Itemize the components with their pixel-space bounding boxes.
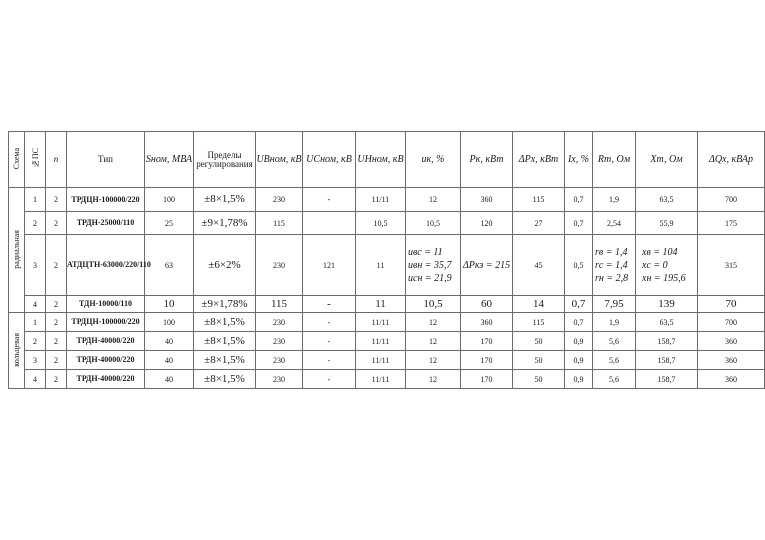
table-row [9,332,765,351]
cell-ix: 0,9 [565,351,593,370]
cell-type: ТРДН-40000/220 [67,370,145,389]
cell-usn: - [303,188,356,212]
cell-rt-auto [593,235,636,296]
cell-n: 2 [46,370,67,389]
x-v: xв = 104 [642,246,678,258]
transformer-table-sheet [8,131,754,389]
cell-num: 4 [25,370,46,389]
cell-usn: - [303,313,356,332]
cell-dqx: 315 [698,235,765,296]
r-s: rс = 1,4 [595,259,628,271]
table-row [9,313,765,332]
r-v: rв = 1,4 [595,246,628,258]
cell-usn [303,212,356,235]
uk-sn: uсн = 21,9 [408,272,452,284]
cell-uvn: 230 [256,188,303,212]
header-xt: Xт, Ом [636,132,698,188]
cell-limits: ±6×2% [194,235,256,296]
cell-xt: 63,5 [636,188,698,212]
cell-xt-auto [636,235,698,296]
header-ix: Iх, % [565,132,593,188]
cell-rt: 2,54 [593,212,636,235]
cell-xt: 158,7 [636,370,698,389]
cell-unn: 11/11 [356,332,406,351]
cell-xt: 63,5 [636,313,698,332]
cell-num: 2 [25,332,46,351]
cell-pk: 120 [461,212,513,235]
cell-pk: 170 [461,370,513,389]
x-n: xн = 195,6 [642,272,686,284]
cell-uk: 12 [406,351,461,370]
cell-n: 2 [46,332,67,351]
cell-snom: 25 [145,212,194,235]
cell-limits: ±8×1,5% [194,351,256,370]
cell-rt: 1,9 [593,188,636,212]
header-usn: UСном, кВ [303,132,356,188]
r-n: rн = 2,8 [595,272,629,284]
cell-dqx: 70 [698,296,765,313]
cell-dqx: 360 [698,332,765,351]
cell-uvn: 115 [256,296,303,313]
group-ring: кольцевая [9,313,25,389]
cell-uvn: 230 [256,235,303,296]
cell-dpx: 45 [513,235,565,296]
cell-pk: 60 [461,296,513,313]
cell-type: ТРДЦН-100000/220 [67,313,145,332]
cell-snom: 63 [145,235,194,296]
cell-n: 2 [46,351,67,370]
cell-unn: 11 [356,296,406,313]
cell-uvn: 230 [256,370,303,389]
header-type: Тип [67,132,145,188]
cell-usn: - [303,296,356,313]
cell-num: 3 [25,351,46,370]
cell-ix: 0,7 [565,212,593,235]
cell-ix: 0,7 [565,296,593,313]
cell-dpx: 115 [513,313,565,332]
cell-ix: 0,9 [565,332,593,351]
cell-num: 1 [25,188,46,212]
cell-rt: 5,6 [593,351,636,370]
table-row [9,188,765,212]
cell-unn: 11 [356,235,406,296]
cell-xt: 139 [636,296,698,313]
header-dqx: ΔQх, кВАр [698,132,765,188]
cell-dpx: 50 [513,351,565,370]
cell-unn: 11/11 [356,188,406,212]
cell-limits: ±8×1,5% [194,332,256,351]
cell-snom: 40 [145,351,194,370]
cell-limits: ±8×1,5% [194,370,256,389]
cell-uvn: 230 [256,313,303,332]
cell-unn: 11/11 [356,370,406,389]
table-row [9,212,765,235]
cell-dpx: 50 [513,332,565,351]
cell-type: АТДЦТН-63000/220/110 [67,235,145,296]
cell-dqx: 360 [698,351,765,370]
header-uk: uк, % [406,132,461,188]
cell-uk-auto [406,235,461,296]
table-row [9,370,765,389]
cell-uvn: 115 [256,212,303,235]
cell-rt: 5,6 [593,332,636,351]
uk-vn: uвн = 35,7 [408,259,452,271]
cell-xt: 158,7 [636,351,698,370]
cell-dpx: 14 [513,296,565,313]
table-row [9,351,765,370]
cell-n: 2 [46,188,67,212]
cell-uvn: 230 [256,351,303,370]
cell-usn: - [303,370,356,389]
cell-ix: 0,5 [565,235,593,296]
cell-unn: 11/11 [356,313,406,332]
cell-pk: 170 [461,332,513,351]
cell-limits: ±8×1,5% [194,313,256,332]
cell-limits: ±9×1,78% [194,212,256,235]
cell-snom: 40 [145,332,194,351]
header-rt: Rт, Ом [593,132,636,188]
cell-uk: 12 [406,332,461,351]
cell-num: 4 [25,296,46,313]
cell-type: ТРДН-40000/220 [67,332,145,351]
header-uvn: UВном, кВ [256,132,303,188]
cell-pk: 360 [461,313,513,332]
cell-usn: - [303,351,356,370]
cell-num: 1 [25,313,46,332]
header-snom: Sном, МВА [145,132,194,188]
cell-xt: 55,9 [636,212,698,235]
x-s: xс = 0 [642,259,668,271]
cell-snom: 40 [145,370,194,389]
header-pk: Pк, кВт [461,132,513,188]
cell-uk: 12 [406,188,461,212]
cell-usn: - [303,332,356,351]
table-row [9,296,765,313]
cell-type: ТДН-10000/110 [67,296,145,313]
cell-xt: 158,7 [636,332,698,351]
header-row [9,132,765,188]
cell-uk: 12 [406,313,461,332]
cell-limits: ±8×1,5% [194,188,256,212]
cell-rt: 1,9 [593,313,636,332]
header-limits: Пределы регулирования [194,132,256,188]
header-unn: UНном, кВ [356,132,406,188]
cell-dqx: 700 [698,313,765,332]
cell-ix: 0,7 [565,313,593,332]
cell-type: ТРДЦН-100000/220 [67,188,145,212]
cell-unn: 11/11 [356,351,406,370]
cell-uk: 10,5 [406,212,461,235]
cell-ix: 0,7 [565,188,593,212]
cell-pk-auto: ΔPкз = 215 [461,235,513,296]
cell-dpx: 27 [513,212,565,235]
cell-ix: 0,9 [565,370,593,389]
cell-rt: 5,6 [593,370,636,389]
cell-type: ТРДН-25000/110 [67,212,145,235]
cell-dqx: 360 [698,370,765,389]
header-n: n [46,132,67,188]
header-dpx: ΔPх, кВт [513,132,565,188]
cell-uvn: 230 [256,332,303,351]
cell-snom: 10 [145,296,194,313]
cell-n: 2 [46,313,67,332]
cell-snom: 100 [145,313,194,332]
cell-dqx: 700 [698,188,765,212]
cell-uk: 12 [406,370,461,389]
cell-n: 2 [46,212,67,235]
cell-num: 3 [25,235,46,296]
cell-pk: 170 [461,351,513,370]
cell-rt: 7,95 [593,296,636,313]
cell-pk: 360 [461,188,513,212]
cell-usn: 121 [303,235,356,296]
cell-limits: ±9×1,78% [194,296,256,313]
transformer-table [8,131,765,389]
uk-vs: uвс = 11 [408,246,443,258]
cell-num: 2 [25,212,46,235]
cell-n: 2 [46,296,67,313]
cell-dpx: 50 [513,370,565,389]
cell-snom: 100 [145,188,194,212]
cell-dpx: 115 [513,188,565,212]
header-scheme: Схема [9,132,25,188]
cell-dqx: 175 [698,212,765,235]
table-row [9,235,765,296]
cell-n: 2 [46,235,67,296]
cell-uk: 10,5 [406,296,461,313]
cell-unn: 10,5 [356,212,406,235]
group-radial: радиальная [9,188,25,313]
cell-type: ТРДН-40000/220 [67,351,145,370]
header-num: №ПС [25,132,46,188]
